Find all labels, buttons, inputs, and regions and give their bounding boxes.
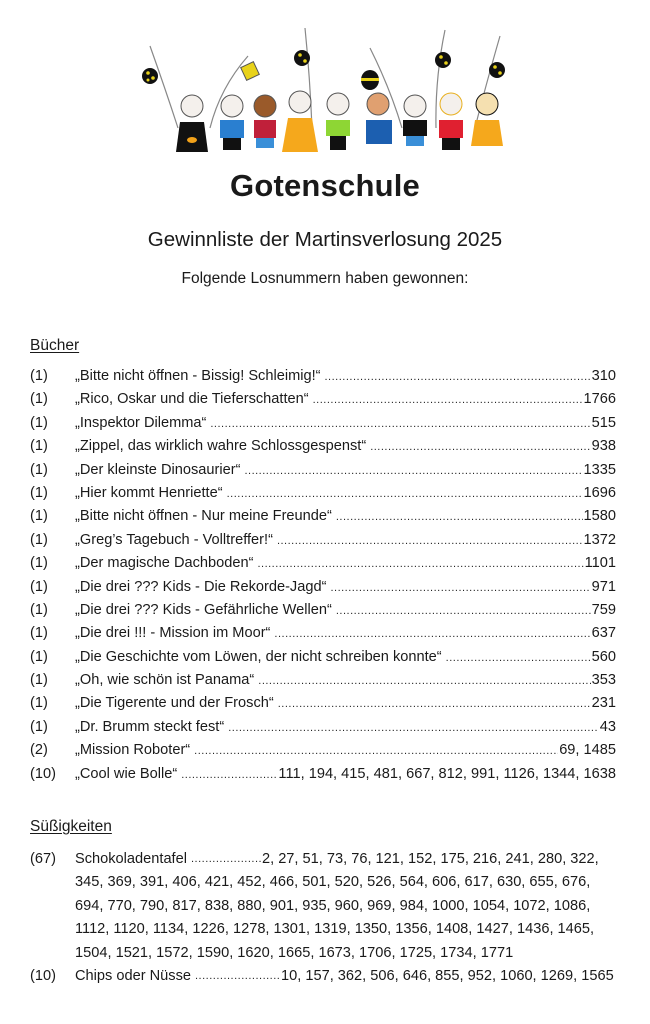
dot-leader bbox=[274, 628, 590, 640]
dot-leader bbox=[325, 371, 591, 383]
prize-quantity: (1) bbox=[30, 718, 48, 735]
winning-numbers: 1335 bbox=[583, 461, 616, 478]
prize-quantity: (1) bbox=[30, 391, 48, 408]
prize-row bbox=[30, 579, 616, 602]
dot-leader bbox=[227, 488, 583, 500]
prize-first-line bbox=[75, 965, 616, 988]
prize-row bbox=[30, 695, 616, 718]
prize-row bbox=[30, 649, 616, 672]
dot-leader bbox=[330, 582, 590, 594]
dot-leader bbox=[277, 535, 583, 547]
prize-title: „Inspektor Dilemma“ bbox=[75, 414, 207, 431]
prize-quantity: (10) bbox=[30, 968, 56, 985]
winning-numbers: 353 bbox=[591, 672, 616, 689]
winning-numbers-line: 345, 369, 391, 406, 421, 452, 466, 501, 520, 526, 564, 606, 617, 630, 655, 676, bbox=[75, 874, 591, 891]
prize-title: Schokoladentafel bbox=[75, 851, 187, 867]
section-heading-sweets: Süßigkeiten bbox=[30, 818, 112, 835]
prize-row bbox=[30, 766, 616, 789]
prize-quantity: (1) bbox=[30, 461, 48, 478]
dot-leader bbox=[228, 722, 599, 734]
winning-numbers: 759 bbox=[591, 601, 616, 618]
prize-title: „Zippel, das wirklich wahre Schlossgespenst“ bbox=[75, 438, 367, 455]
dot-leader bbox=[244, 465, 582, 477]
prize-title: „Cool wie Bolle“ bbox=[75, 765, 178, 782]
dot-leader bbox=[257, 558, 583, 570]
prize-quantity: (1) bbox=[30, 578, 48, 595]
prize-row bbox=[30, 672, 616, 695]
winning-numbers: 1372 bbox=[583, 531, 616, 548]
winning-numbers: 971 bbox=[591, 578, 616, 595]
school-name: Gotenschule bbox=[230, 168, 420, 203]
prize-quantity: (1) bbox=[30, 625, 48, 642]
prize-first-line bbox=[75, 848, 616, 871]
dot-leader bbox=[191, 848, 261, 871]
prize-quantity: (67) bbox=[30, 851, 56, 867]
prize-row bbox=[30, 415, 616, 438]
prize-title: „Der magische Dachboden“ bbox=[75, 555, 254, 572]
prize-title: „Die drei ??? Kids - Die Rekorde-Jagd“ bbox=[75, 578, 327, 595]
prize-row bbox=[30, 532, 616, 555]
winning-numbers-line: 1504, 1521, 1572, 1590, 1620, 1665, 1673, 1706, 1725, 1734, 1771 bbox=[75, 944, 514, 961]
prize-quantity: (2) bbox=[30, 742, 48, 759]
prize-title: „Die drei !!! - Mission im Moor“ bbox=[75, 625, 271, 642]
prize-row bbox=[30, 508, 616, 531]
intro-text: Folgende Losnummern haben gewonnen: bbox=[181, 270, 469, 287]
prize-title: „Bitte nicht öffnen - Bissig! Schleimig!“ bbox=[75, 368, 321, 384]
prize-quantity: (1) bbox=[30, 648, 48, 665]
winning-numbers: 111, 194, 415, 481, 667, 812, 991, 1126, 1344, 1638 bbox=[278, 765, 616, 782]
children-lanterns-illustration bbox=[140, 18, 510, 166]
winning-numbers: 310 bbox=[591, 368, 616, 384]
prize-title: „Die drei ??? Kids - Gefährliche Wellen“ bbox=[75, 601, 332, 618]
winning-numbers: 560 bbox=[591, 648, 616, 665]
prize-row bbox=[30, 555, 616, 578]
prize-title: Chips oder Nüsse bbox=[75, 968, 191, 985]
winning-numbers-line: 694, 770, 790, 817, 838, 880, 901, 935, 960, 969, 984, 1000, 1054, 1072, 1086, bbox=[75, 897, 591, 914]
winning-numbers: 1580 bbox=[583, 508, 616, 525]
winning-numbers: 938 bbox=[591, 438, 616, 455]
prize-title: „Bitte nicht öffnen - Nur meine Freunde“ bbox=[75, 508, 332, 525]
prize-title: „Die Geschichte vom Löwen, der nicht schreiben konnte“ bbox=[75, 648, 442, 665]
dot-leader bbox=[194, 745, 558, 757]
winning-numbers-line: 10, 157, 362, 506, 646, 855, 952, 1060, 1269, 1565 bbox=[281, 968, 614, 985]
prize-row bbox=[30, 848, 616, 965]
dot-leader bbox=[210, 418, 590, 430]
dot-leader bbox=[446, 652, 591, 664]
prize-title: „Hier kommt Henriette“ bbox=[75, 484, 223, 501]
prize-row bbox=[30, 462, 616, 485]
lanterns bbox=[142, 50, 505, 90]
books-prize-list bbox=[30, 368, 616, 789]
prize-row bbox=[30, 438, 616, 461]
prize-title: „Dr. Brumm steckt fest“ bbox=[75, 718, 225, 735]
document-subtitle: Gewinnliste der Martinsverlosung 2025 bbox=[147, 228, 503, 251]
prize-quantity: (1) bbox=[30, 672, 48, 689]
winning-numbers: 231 bbox=[591, 695, 616, 712]
winning-numbers: 43 bbox=[599, 718, 616, 735]
dot-leader bbox=[336, 511, 583, 523]
section-heading-books: Bücher bbox=[30, 337, 80, 354]
dot-leader bbox=[370, 441, 590, 453]
winning-numbers: 515 bbox=[591, 414, 616, 431]
prize-title: „Greg’s Tagebuch - Volltreffer!“ bbox=[75, 531, 273, 548]
dot-leader bbox=[258, 675, 590, 687]
winning-numbers-line: 1112, 1120, 1134, 1226, 1278, 1301, 1319, 1350, 1356, 1408, 1427, 1436, 1465, bbox=[75, 921, 595, 938]
prize-body bbox=[75, 965, 616, 988]
winning-numbers: 637 bbox=[591, 625, 616, 642]
prize-row bbox=[30, 368, 616, 391]
dot-leader bbox=[195, 965, 280, 988]
prize-row bbox=[30, 625, 616, 648]
winning-numbers-line: 2, 27, 51, 73, 76, 121, 152, 175, 216, 241, 280, 322, bbox=[261, 851, 599, 867]
prize-quantity: (1) bbox=[30, 531, 48, 548]
prize-row bbox=[30, 391, 616, 414]
prize-quantity: (1) bbox=[30, 695, 48, 712]
dot-leader bbox=[336, 605, 591, 617]
winning-numbers: 1101 bbox=[584, 555, 616, 572]
prize-body bbox=[75, 848, 616, 965]
prize-row bbox=[30, 965, 616, 988]
prize-title: „Mission Roboter“ bbox=[75, 742, 191, 759]
prize-quantity: (1) bbox=[30, 601, 48, 618]
prize-title: „Die Tigerente und der Frosch“ bbox=[75, 695, 274, 712]
prize-title: „Oh, wie schön ist Panama“ bbox=[75, 672, 255, 689]
prize-row bbox=[30, 602, 616, 625]
children bbox=[176, 91, 503, 152]
sweets-prize-list bbox=[30, 848, 616, 988]
winning-numbers: 69, 1485 bbox=[559, 742, 616, 759]
prize-row bbox=[30, 719, 616, 742]
prize-quantity: (1) bbox=[30, 368, 48, 384]
dot-leader bbox=[313, 394, 583, 406]
winning-numbers: 1696 bbox=[583, 484, 616, 501]
prize-title: „Rico, Oskar und die Tieferschatten“ bbox=[75, 391, 309, 408]
winning-numbers: 1766 bbox=[583, 391, 616, 408]
prize-row bbox=[30, 742, 616, 765]
prize-quantity: (10) bbox=[30, 765, 56, 782]
prize-quantity: (1) bbox=[30, 438, 48, 455]
prize-quantity: (1) bbox=[30, 414, 48, 431]
dot-leader bbox=[278, 698, 591, 710]
prize-title: „Der kleinste Dinosaurier“ bbox=[75, 461, 241, 478]
prize-quantity: (1) bbox=[30, 555, 48, 572]
prize-quantity: (1) bbox=[30, 484, 48, 501]
prize-row bbox=[30, 485, 616, 508]
prize-quantity: (1) bbox=[30, 508, 48, 525]
dot-leader bbox=[181, 769, 277, 781]
